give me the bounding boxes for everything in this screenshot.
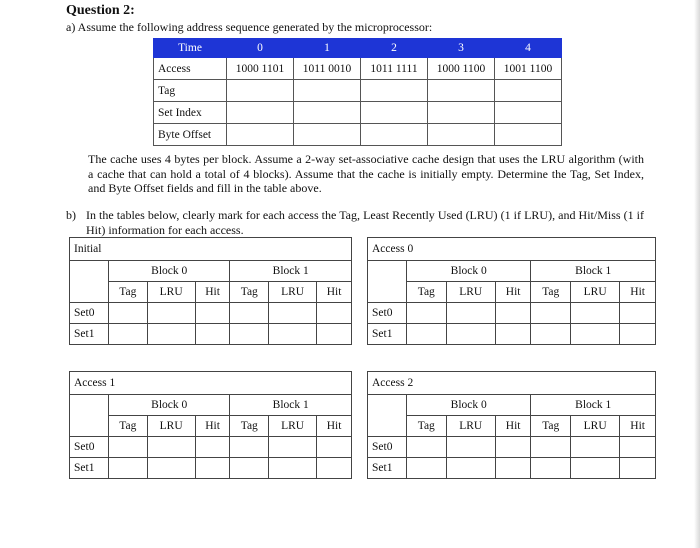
lru-table-title: Access 2	[368, 372, 656, 395]
hit-col-header: Hit	[195, 416, 230, 437]
hit-cell[interactable]	[195, 458, 230, 479]
block-header-row	[368, 395, 656, 416]
byte-offset-cell[interactable]	[428, 124, 495, 146]
tag-cell[interactable]	[230, 437, 269, 458]
lru-cell[interactable]	[269, 437, 317, 458]
lru-col-header: LRU	[446, 416, 495, 437]
part-a-label: a)	[66, 20, 76, 34]
column-header-row	[368, 416, 656, 437]
access-row	[154, 58, 562, 80]
block-0-header: Block 0	[407, 395, 531, 416]
lru-table-1	[367, 237, 656, 345]
block-1-header: Block 1	[531, 261, 656, 282]
tag-col-header: Tag	[531, 416, 571, 437]
lru-col-header: LRU	[571, 282, 620, 303]
set-index-cell[interactable]	[361, 102, 428, 124]
time-header-row	[154, 39, 562, 58]
lru-title-row	[368, 238, 656, 261]
tag-col-header: Tag	[230, 282, 269, 303]
block-0-header: Block 0	[109, 395, 230, 416]
set0-row	[70, 437, 352, 458]
byte-offset-cell[interactable]	[294, 124, 361, 146]
block-0-header: Block 0	[109, 261, 230, 282]
question-title: Question 2:	[66, 3, 135, 18]
access-cell: 1011 1111	[361, 58, 428, 80]
lru-table-title: Access 1	[70, 372, 352, 395]
set1-label: Set1	[70, 458, 109, 479]
tag-cell[interactable]	[428, 80, 495, 102]
set-index-cell[interactable]	[428, 102, 495, 124]
part-b-text: In the tables below, clearly mark for each access the Tag, Least Recently Used (LRU) (1 if LRU), and Hit/Miss (1 if Hit) information for each access.	[86, 208, 644, 237]
tag-col-header: Tag	[109, 282, 148, 303]
lru-table-3	[367, 371, 656, 479]
set0-label: Set0	[368, 303, 407, 324]
column-header-row	[70, 282, 352, 303]
row-label: Set Index	[154, 102, 227, 124]
lru-cell[interactable]	[571, 437, 620, 458]
tag-cell[interactable]	[407, 324, 447, 345]
tag-cell[interactable]	[407, 303, 447, 324]
tag-cell[interactable]	[109, 324, 148, 345]
part-b-label: b)	[66, 208, 76, 222]
row-label: Byte Offset	[154, 124, 227, 146]
set1-label: Set1	[368, 324, 407, 345]
lru-table-0	[69, 237, 352, 345]
tag-col-header: Tag	[407, 282, 447, 303]
set-index-cell[interactable]	[294, 102, 361, 124]
hit-col-header: Hit	[317, 282, 352, 303]
set1-row	[70, 458, 352, 479]
column-header-row	[70, 416, 352, 437]
tag-cell[interactable]	[230, 458, 269, 479]
access-cell: 1000 1100	[428, 58, 495, 80]
hit-cell[interactable]	[195, 324, 230, 345]
hit-col-header: Hit	[620, 282, 656, 303]
time-header-cell: 3	[428, 39, 495, 58]
lru-col-header: LRU	[269, 282, 317, 303]
tag-cell[interactable]	[227, 80, 294, 102]
tag-col-header: Tag	[407, 416, 447, 437]
lru-col-header: LRU	[147, 416, 195, 437]
blank-corner	[70, 395, 109, 416]
set0-label: Set0	[368, 437, 407, 458]
lru-table-title: Access 0	[368, 238, 656, 261]
lru-col-header: LRU	[147, 282, 195, 303]
block-1-header: Block 1	[230, 395, 352, 416]
row-label: Tag	[154, 80, 227, 102]
row-label: Access	[154, 58, 227, 80]
access-cell: 1000 1101	[227, 58, 294, 80]
set0-label: Set0	[70, 437, 109, 458]
block-1-header: Block 1	[531, 395, 656, 416]
set1-row	[368, 458, 656, 479]
hit-cell[interactable]	[495, 458, 531, 479]
hit-cell[interactable]	[195, 437, 230, 458]
lru-title-row	[368, 372, 656, 395]
tag-cell[interactable]	[407, 458, 447, 479]
set-index-row	[154, 102, 562, 124]
lru-table-title: Initial	[70, 238, 352, 261]
hit-cell[interactable]	[317, 324, 352, 345]
tag-cell[interactable]	[531, 303, 571, 324]
set-index-cell[interactable]	[495, 102, 562, 124]
lru-col-header: LRU	[571, 416, 620, 437]
hit-cell[interactable]	[495, 303, 531, 324]
hit-cell[interactable]	[495, 437, 531, 458]
tag-cell[interactable]	[109, 437, 148, 458]
time-header-cell: 4	[495, 39, 562, 58]
blank-corner	[368, 261, 407, 282]
lru-cell[interactable]	[571, 324, 620, 345]
hit-col-header: Hit	[495, 416, 531, 437]
hit-col-header: Hit	[495, 282, 531, 303]
tag-row	[154, 80, 562, 102]
lru-table-2	[69, 371, 352, 479]
lru-cell[interactable]	[147, 458, 195, 479]
blank-corner	[70, 261, 109, 282]
part-a-paragraph: The cache uses 4 bytes per block. Assume a 2-way set-associative cache design that uses the LRU algorithm (with a cache that can hold a total of 4 blocks). Assume that the cache is initially empty. Determine the Tag, Set Index, and Byte Offset fields and fill in the table above.	[88, 152, 644, 195]
hit-cell[interactable]	[317, 303, 352, 324]
tag-cell[interactable]	[294, 80, 361, 102]
blank-corner	[368, 282, 407, 303]
blank-corner	[368, 416, 407, 437]
set0-row	[368, 303, 656, 324]
time-header-cell: 1	[294, 39, 361, 58]
tag-cell[interactable]	[495, 80, 562, 102]
lru-title-row	[70, 372, 352, 395]
block-header-row	[70, 261, 352, 282]
part-b-instructions	[66, 208, 646, 237]
hit-cell[interactable]	[317, 458, 352, 479]
block-0-header: Block 0	[407, 261, 531, 282]
access-cell: 1011 0010	[294, 58, 361, 80]
access-cell: 1001 1100	[495, 58, 562, 80]
time-header-label: Time	[154, 39, 227, 58]
set-index-cell[interactable]	[227, 102, 294, 124]
hit-cell[interactable]	[620, 324, 656, 345]
set0-row	[70, 303, 352, 324]
tag-cell[interactable]	[109, 458, 148, 479]
lru-cell[interactable]	[446, 324, 495, 345]
lru-cell[interactable]	[147, 437, 195, 458]
lru-cell[interactable]	[446, 458, 495, 479]
byte-offset-cell[interactable]	[495, 124, 562, 146]
lru-cell[interactable]	[147, 303, 195, 324]
hit-col-header: Hit	[317, 416, 352, 437]
tag-cell[interactable]	[531, 324, 571, 345]
set1-label: Set1	[368, 458, 407, 479]
set0-row	[368, 437, 656, 458]
byte-offset-row	[154, 124, 562, 146]
tag-cell[interactable]	[407, 437, 447, 458]
hit-cell[interactable]	[620, 458, 656, 479]
tag-cell[interactable]	[361, 80, 428, 102]
block-header-row	[70, 395, 352, 416]
time-header-cell: 2	[361, 39, 428, 58]
tag-cell[interactable]	[531, 458, 571, 479]
set0-label: Set0	[70, 303, 109, 324]
tag-cell[interactable]	[531, 437, 571, 458]
hit-cell[interactable]	[317, 437, 352, 458]
tag-cell[interactable]	[230, 303, 269, 324]
tag-cell[interactable]	[230, 324, 269, 345]
lru-title-row	[70, 238, 352, 261]
lru-cell[interactable]	[269, 303, 317, 324]
part-a-intro	[66, 20, 432, 35]
tag-col-header: Tag	[109, 416, 148, 437]
lru-col-header: LRU	[269, 416, 317, 437]
tag-col-header: Tag	[531, 282, 571, 303]
blank-corner	[368, 395, 407, 416]
time-header-cell: 0	[227, 39, 294, 58]
hit-cell[interactable]	[620, 303, 656, 324]
lru-cell[interactable]	[571, 303, 620, 324]
hit-cell[interactable]	[195, 303, 230, 324]
lru-cell[interactable]	[446, 303, 495, 324]
set1-row	[368, 324, 656, 345]
hit-cell[interactable]	[495, 324, 531, 345]
lru-col-header: LRU	[446, 282, 495, 303]
set1-row	[70, 324, 352, 345]
byte-offset-cell[interactable]	[227, 124, 294, 146]
tag-cell[interactable]	[109, 303, 148, 324]
blank-corner	[70, 416, 109, 437]
lru-cell[interactable]	[269, 458, 317, 479]
set1-label: Set1	[70, 324, 109, 345]
part-a-intro-text: Assume the following address sequence generated by the microprocessor:	[77, 20, 433, 34]
column-header-row	[368, 282, 656, 303]
blank-corner	[70, 282, 109, 303]
lru-cell[interactable]	[571, 458, 620, 479]
block-1-header: Block 1	[230, 261, 352, 282]
byte-offset-cell[interactable]	[361, 124, 428, 146]
tag-col-header: Tag	[230, 416, 269, 437]
page-edge-shadow	[694, 0, 700, 548]
hit-col-header: Hit	[620, 416, 656, 437]
lru-cell[interactable]	[269, 324, 317, 345]
lru-cell[interactable]	[147, 324, 195, 345]
lru-cell[interactable]	[446, 437, 495, 458]
hit-col-header: Hit	[195, 282, 230, 303]
address-sequence-table	[153, 38, 562, 146]
hit-cell[interactable]	[620, 437, 656, 458]
block-header-row	[368, 261, 656, 282]
